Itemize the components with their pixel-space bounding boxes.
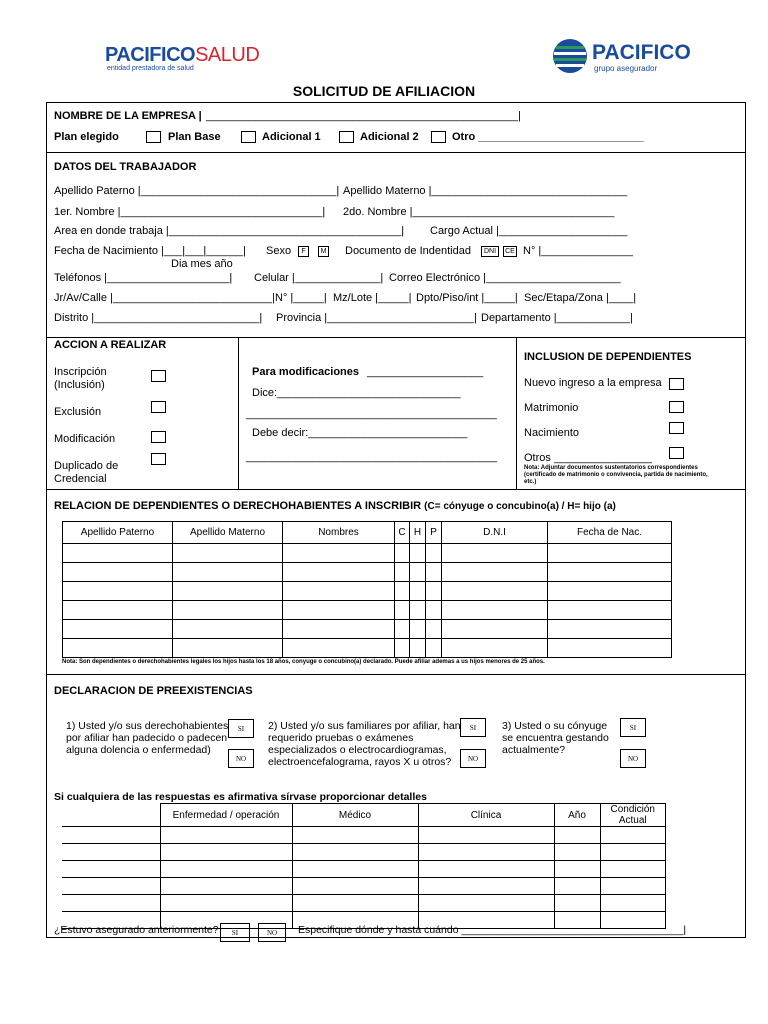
accion-duplicado: Duplicado de Credencial: [54, 460, 119, 485]
correo-field[interactable]: Correo Electrónico |______________________: [389, 272, 621, 284]
col-apellido-paterno: Apellido Paterno: [63, 522, 173, 544]
dice-field[interactable]: Dice:______________________________: [252, 387, 461, 399]
table-row: [63, 620, 672, 639]
col-medico: Médico: [292, 804, 418, 827]
doc-dni-checkbox[interactable]: DNI: [481, 246, 499, 257]
departamento-field[interactable]: Departamento |____________|: [481, 312, 633, 324]
dependientes-table: [62, 521, 672, 658]
detalles-table: [62, 803, 666, 929]
documento-label: Documento de Indentidad: [345, 245, 471, 257]
pregunta-1: 1) Usted y/o sus derechohabientes por afiliar han padecido o padecen alguna dolencia o enfermedad): [66, 720, 229, 756]
debe-decir-field[interactable]: Debe decir:__________________________: [252, 427, 468, 439]
dice-line2[interactable]: _________________________________________: [246, 408, 497, 420]
doc-numero-field[interactable]: N° |_______________: [523, 245, 634, 257]
right-logo-sub: grupo asegurador: [594, 64, 658, 73]
table-row: [63, 639, 672, 658]
divider: [46, 337, 746, 338]
col-dni: D.N.I: [442, 522, 548, 544]
sec-field[interactable]: Sec/Etapa/Zona |____|: [524, 292, 637, 304]
q1-no-checkbox[interactable]: NO: [228, 749, 254, 768]
left-logo-sub: entidad prestadora de salud: [107, 65, 194, 72]
left-logo-main: PACIFICO: [105, 44, 196, 66]
dependientes-heading-sub: (C= cónyuge o concubino(a) / H= hijo (a): [424, 501, 616, 512]
adicional2-checkbox[interactable]: [339, 131, 354, 143]
apellido-paterno-field[interactable]: Apellido Paterno |________________________________|: [54, 185, 340, 197]
col-p: P: [426, 522, 442, 544]
divider: [238, 337, 239, 489]
especifique-field[interactable]: Especifique dónde y hasta cuándo ______________________________________|: [298, 924, 687, 936]
telefonos-field[interactable]: Teléfonos |____________________|: [54, 272, 233, 284]
asegurado-no-checkbox[interactable]: NO: [258, 923, 286, 942]
detalles-label: Si cualquiera de las respuestas es afirmativa sírvase proporcionar detalles: [54, 791, 427, 803]
nuevo-ingreso-checkbox[interactable]: [669, 378, 684, 390]
table-row: [62, 878, 666, 895]
exclusion-checkbox[interactable]: [151, 401, 166, 413]
col-clinica: Clínica: [418, 804, 554, 827]
pregunta-2: 2) Usted y/o sus familiares por afiliar, han requerido pruebas o exámenes especializados o electrocardiogramas, electroencefalograma, rayos X u otros?: [268, 720, 461, 768]
inclusion-nota: Nota: Adjuntar documentos sustentatorios correspondientes (certificado de matrimonio o convivencia, partida de nacimiento, etc.): [524, 465, 708, 485]
doc-ce-checkbox[interactable]: CE: [503, 246, 517, 257]
table-row: [62, 861, 666, 878]
nacimiento-checkbox[interactable]: [669, 422, 684, 434]
adicional2-label: Adicional 2: [360, 131, 419, 143]
page-title: SOLICITUD DE AFILIACION: [292, 83, 476, 99]
area-field[interactable]: Area en donde trabaja |______________________________________|: [54, 225, 405, 237]
dependientes-nota: Nota: Son dependientes o derechohabientes legales los hijos hasta los 18 años, conyuge o concubino(a) declarado. Puede afiliar ademas a us hijos menores de 25 años.: [62, 659, 545, 665]
col-c: C: [395, 522, 410, 544]
numero-field[interactable]: N° |_____|: [275, 292, 327, 304]
q3-no-checkbox[interactable]: NO: [620, 749, 646, 768]
right-logo: [552, 38, 702, 78]
left-logo-accent: SALUD: [195, 44, 260, 66]
inclusion-otros[interactable]: Otros ________________: [524, 452, 652, 464]
sexo-f-checkbox[interactable]: F: [298, 246, 309, 257]
table-row: [63, 563, 672, 582]
adicional1-label: Adicional 1: [262, 131, 321, 143]
left-logo: [105, 44, 260, 76]
col-condicion: Condición Actual: [600, 804, 666, 827]
pregunta-3: 3) Usted o su cónyuge se encuentra gestando actualmente?: [502, 720, 609, 756]
asegurado-si-checkbox[interactable]: SI: [220, 923, 250, 942]
dependientes-heading-main: RELACION DE DEPENDIENTES O DERECHOHABIENTES A INSCRIBIR: [54, 500, 422, 512]
table-row: [63, 582, 672, 601]
preexistencias-heading: DECLARACION DE PREEXISTENCIAS: [54, 685, 253, 697]
dpto-field[interactable]: Dpto/Piso/int |_____|: [416, 292, 518, 304]
accion-modificacion: Modificación: [54, 433, 116, 445]
divider: [46, 674, 746, 675]
adicional1-checkbox[interactable]: [241, 131, 256, 143]
modificacion-checkbox[interactable]: [151, 431, 166, 443]
table-row: [63, 601, 672, 620]
inscripcion-checkbox[interactable]: [151, 370, 166, 382]
fecha-nacimiento-field[interactable]: Fecha de Nacimiento |___|___|______|: [54, 245, 246, 257]
col-enfermedad: Enfermedad / operación: [160, 804, 292, 827]
apellido-materno-field[interactable]: Apellido Materno |________________________________: [343, 185, 628, 197]
mz-lote-field[interactable]: Mz/Lote |_____|: [333, 292, 412, 304]
celular-field[interactable]: Celular |______________|: [254, 272, 384, 284]
nombre1-field[interactable]: 1er. Nombre |_________________________________|: [54, 206, 326, 218]
modificaciones-label: Para modificaciones: [252, 366, 359, 378]
debe-decir-line2[interactable]: _________________________________________: [246, 451, 497, 463]
plan-base-checkbox[interactable]: [146, 131, 161, 143]
distrito-field[interactable]: Distrito |___________________________|: [54, 312, 263, 324]
plan-label: Plan elegido: [54, 131, 119, 143]
table-row: [62, 844, 666, 861]
divider: [46, 489, 746, 490]
q2-si-checkbox[interactable]: SI: [460, 718, 486, 737]
divider: [46, 152, 746, 153]
inclusion-nacimiento: Nacimiento: [524, 427, 580, 439]
sexo-m-checkbox[interactable]: M: [318, 246, 329, 257]
globe-icon: [552, 38, 588, 74]
nombre2-field[interactable]: 2do. Nombre |_________________________________: [343, 206, 615, 218]
empresa-input[interactable]: ___________________________________________________|: [206, 110, 521, 122]
accion-exclusion: Exclusión: [54, 406, 102, 418]
inclusion-matrimonio: Matrimonio: [524, 402, 579, 414]
q3-si-checkbox[interactable]: SI: [620, 718, 646, 737]
fecha-sub-label: Dia mes año: [171, 258, 233, 270]
accion-inscripcion: Inscripción (Inclusión): [54, 366, 107, 391]
col-anio: Año: [554, 804, 600, 827]
modificaciones-line[interactable]: ___________________: [367, 366, 484, 378]
inclusion-heading: INCLUSION DE DEPENDIENTES: [524, 351, 692, 363]
plan-base-label: Plan Base: [168, 131, 221, 143]
otro-label[interactable]: Otro ___________________________: [452, 131, 644, 143]
col-fecha-nac: Fecha de Nac.: [548, 522, 672, 544]
dependientes-heading: [54, 500, 616, 513]
q1-si-checkbox[interactable]: SI: [228, 719, 254, 738]
direccion-field[interactable]: Jr/Av/Calle |__________________________|: [54, 292, 275, 304]
divider: [516, 337, 517, 489]
asegurado-question: ¿Estuvo asegurado anteriormente?: [54, 924, 219, 936]
right-logo-main: PACIFICO: [592, 41, 691, 64]
col-h: H: [410, 522, 426, 544]
empresa-label: NOMBRE DE LA EMPRESA |: [54, 110, 202, 122]
table-row: [63, 544, 672, 563]
table-row: [62, 827, 666, 844]
cargo-field[interactable]: Cargo Actual |_____________________: [430, 225, 628, 237]
matrimonio-checkbox[interactable]: [669, 401, 684, 413]
duplicado-checkbox[interactable]: [151, 453, 166, 465]
provincia-field[interactable]: Provincia |________________________|: [276, 312, 477, 324]
otro-checkbox[interactable]: [431, 131, 446, 143]
trabajador-heading: DATOS DEL TRABAJADOR: [54, 161, 197, 173]
col-nombres: Nombres: [283, 522, 395, 544]
inclusion-nuevo-ingreso: Nuevo ingreso a la empresa: [524, 377, 662, 389]
col-blank: [62, 804, 160, 827]
accion-heading: ACCION A REALIZAR: [54, 339, 167, 351]
q2-no-checkbox[interactable]: NO: [460, 749, 486, 768]
table-row: [62, 895, 666, 912]
sexo-label: Sexo: [266, 245, 292, 257]
col-apellido-materno: Apellido Materno: [173, 522, 283, 544]
otros-checkbox[interactable]: [669, 447, 684, 459]
